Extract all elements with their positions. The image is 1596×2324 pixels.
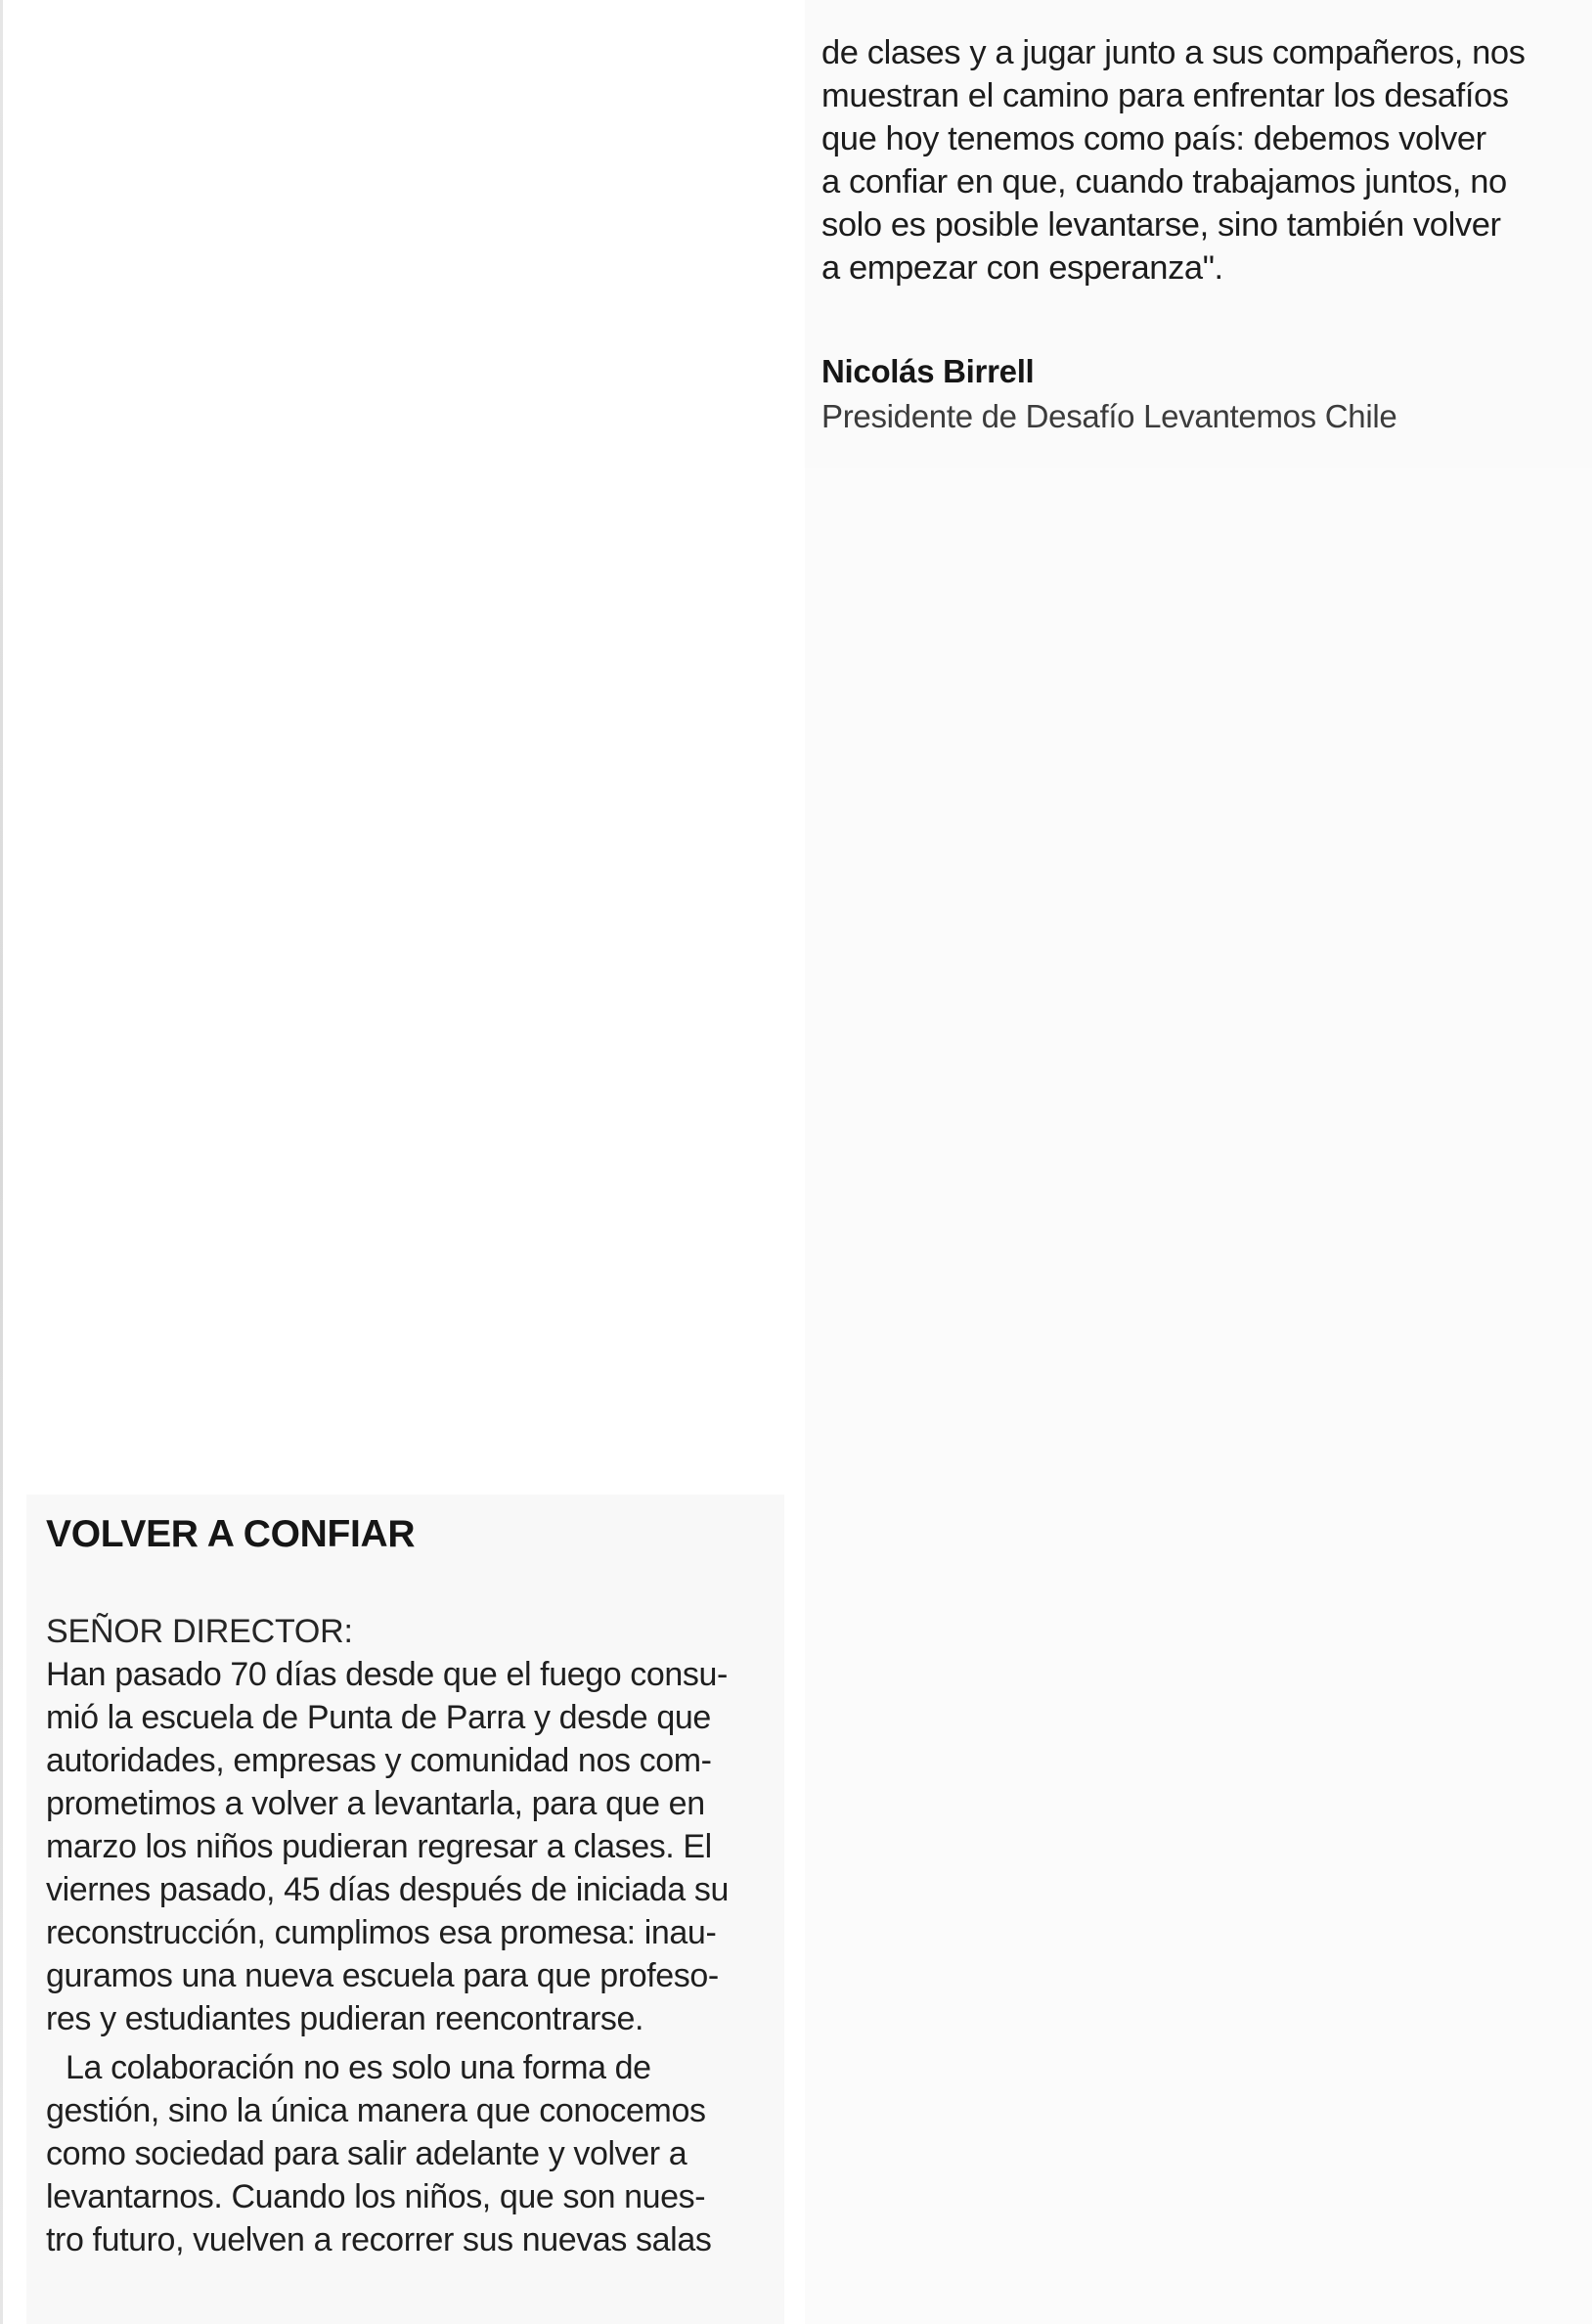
letter-body [46, 1653, 770, 2261]
empty-column-area [805, 468, 1592, 2324]
text-line: solo es posible levantarse, sino también volver [821, 206, 1501, 244]
letter-continuation-text [821, 31, 1584, 290]
text-line: viernes pasado, 45 días después de iniciada su [46, 1871, 729, 1908]
text-line: gestión, sino la única manera que conocemos [46, 2092, 706, 2129]
letter-salutation: SEÑOR DIRECTOR: [46, 1613, 353, 1650]
text-line: reconstrucción, cumplimos esa promesa: inau- [46, 1914, 717, 1951]
text-line: como sociedad para salir adelante y volver a [46, 2135, 687, 2172]
text-line: res y estudiantes pudieran reencontrarse. [46, 2000, 644, 2037]
letter-paragraph [46, 1653, 770, 2040]
text-line: muestran el camino para enfrentar los desafíos [821, 77, 1509, 114]
text-line: de clases y a jugar junto a sus compañeros, nos [821, 34, 1526, 71]
letter-paragraph [46, 2046, 770, 2261]
text-line: que hoy tenemos como país: debemos volver [821, 120, 1486, 157]
text-line: marzo los niños pudieran regresar a clases. El [46, 1828, 712, 1865]
text-line: prometimos a volver a levantarla, para que en [46, 1785, 705, 1822]
signature-name: Nicolás Birrell [821, 353, 1035, 389]
text-line: levantarnos. Cuando los niños, que son nues- [46, 2178, 706, 2215]
letter-headline: VOLVER A CONFIAR [46, 1513, 416, 1555]
text-line: tro futuro, vuelven a recorrer sus nuevas salas [46, 2221, 712, 2258]
text-line: guramos una nueva escuela para que profeso- [46, 1957, 719, 1994]
text-line: La colaboración no es solo una forma de [66, 2049, 651, 2086]
text-line: Han pasado 70 días desde que el fuego consu- [46, 1656, 728, 1693]
text-line: mió la escuela de Punta de Parra y desde que [46, 1699, 711, 1736]
text-line: a confiar en que, cuando trabajamos juntos, no [821, 163, 1507, 201]
text-line: a empezar con esperanza". [821, 249, 1223, 287]
signature-role: Presidente de Desafío Levantemos Chile [821, 398, 1397, 434]
text-line: autoridades, empresas y comunidad nos com- [46, 1742, 712, 1779]
letter-column [26, 1495, 784, 2324]
scan-edge [0, 0, 3, 2324]
letter-continuation-column [805, 0, 1592, 468]
